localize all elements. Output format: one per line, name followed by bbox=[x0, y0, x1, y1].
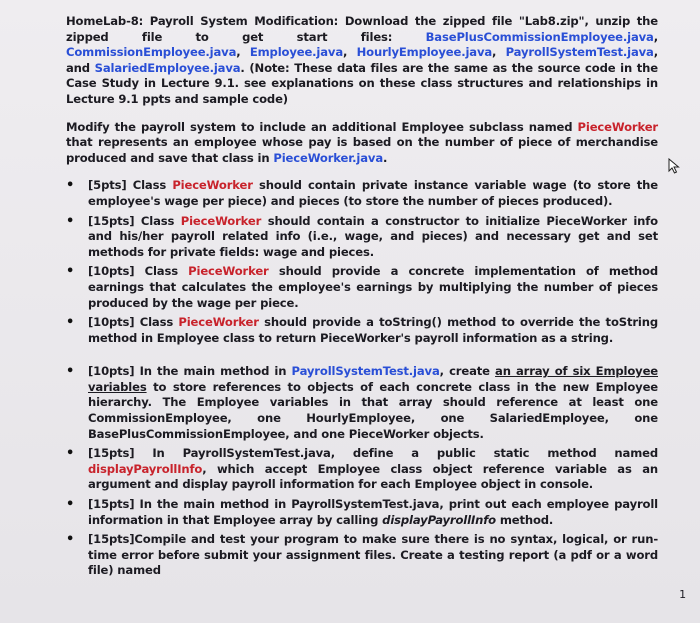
file-name: Employee.java bbox=[249, 45, 344, 60]
requirements-list-2 bbox=[66, 364, 658, 579]
file-name: CommissionEmployee.java bbox=[66, 45, 237, 60]
file-name: HourlyEmployee.java bbox=[356, 45, 493, 60]
list-item: • [15pts] In PayrollSystemTest.java, define a public static method named displayPayrollInfo, which accept Employee class object reference variable as an argument and display payroll information for each Employee object in console. bbox=[66, 446, 658, 492]
bullet-icon: • bbox=[66, 315, 75, 331]
mouse-cursor-icon bbox=[668, 158, 680, 174]
list-item: • [10pts] Class PieceWorker should provide a toString() method to override the toString method in Employee class to return PieceWorker's payroll information as a string. bbox=[66, 315, 658, 345]
bullet-icon: • bbox=[66, 497, 75, 513]
file-name: BasePlusCommissionEmployee.java bbox=[425, 29, 654, 44]
requirements-list-1 bbox=[66, 178, 658, 346]
list-item: • [10pts] Class PieceWorker should provide a concrete implementation of method earnings that calculates the employee's earnings by multiplying the number of pieces produced by the wage per piece. bbox=[66, 264, 658, 310]
bullet-icon: • bbox=[66, 213, 75, 229]
bullet-icon: • bbox=[66, 364, 75, 380]
list-item: • [5pts] Class PieceWorker should contain private instance variable wage (to store the employee's wage per piece) and pieces (to store the number of pieces produced). bbox=[66, 178, 658, 208]
bullet-icon: • bbox=[66, 446, 75, 462]
file-name: SalariedEmployee.java bbox=[94, 60, 241, 75]
list-item: • [10pts] In the main method in PayrollSystemTest.java, create an array of six Employee variables to store references to objects of each concrete class in the new Employee hierarchy. The Employee variables in that array should reference at least one CommissionEmployee, one HourlyEmployee, one SalariedEmployee, one BasePlusCommissionEmployee, and one PieceWorker objects. bbox=[66, 364, 659, 441]
list-item: • [15pts] Class PieceWorker should contain a constructor to initialize PieceWorker info and his/her payroll related info (i.e., wage, and pieces) and necessary get and set methods for private fields: wage and pieces. bbox=[66, 213, 658, 259]
list-item: • [15pts] In the main method in PayrollSystemTest.java, print out each employee payroll information in that Employee array by calling displayPayrollInfo method. bbox=[66, 497, 659, 527]
modify-paragraph: Modify the payroll system to include an additional Employee subclass named PieceWorker that represents an employee whose pay is based on the number of piece of merchandise produced and save that class in PieceWorker.java. bbox=[66, 119, 658, 165]
list-item: • [15pts]Compile and test your program to make sure there is no syntax, logical, or run-time error before submit your assignment files. Create a testing report (a pdf or a word file) named bbox=[66, 532, 658, 578]
bullet-icon: • bbox=[66, 264, 75, 280]
lab-title: HomeLab-8: Payroll System Modification: bbox=[66, 14, 339, 28]
bullet-icon: • bbox=[66, 178, 75, 194]
spacer bbox=[66, 350, 658, 364]
page-number: 1 bbox=[679, 588, 686, 602]
intro-paragraph: HomeLab-8: Payroll System Modification: Download the zipped file "Lab8.zip", unzip the zipped file to get start files: BasePlusCommissionEmployee.java, CommissionEmployee.java, Employee.java, HourlyEmployee.java, PayrollSystemTest.java, and SalariedEmployee.java. (Note: These data files are the same as the source code in the Case Study in Lecture 9.1. see explanations on these class structures and relationships in Lecture 9.1 ppts and sample code) bbox=[66, 14, 658, 106]
class-name: PieceWorker bbox=[577, 119, 658, 134]
file-name: PayrollSystemTest.java bbox=[505, 45, 654, 60]
file-name: PieceWorker.java bbox=[273, 150, 384, 165]
bullet-icon: • bbox=[66, 532, 75, 548]
